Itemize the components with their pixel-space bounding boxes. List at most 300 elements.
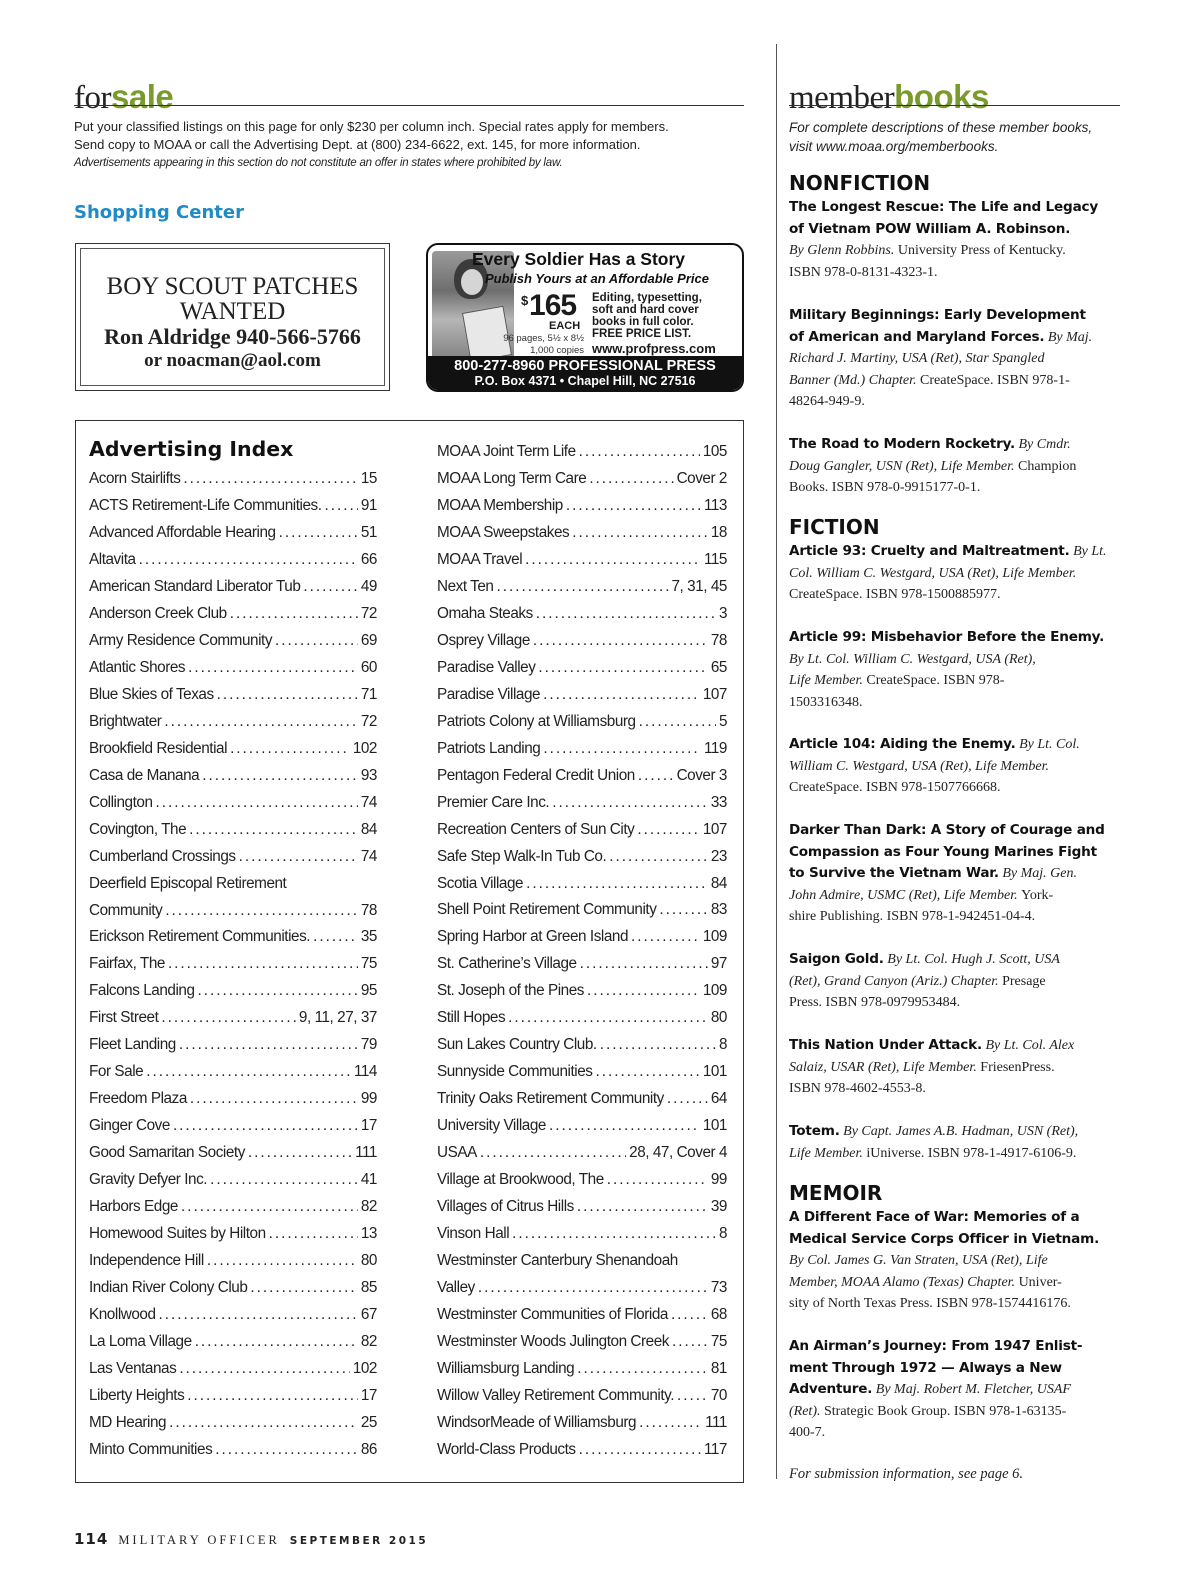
index-entry [437, 520, 727, 547]
soldier-ad-website: www.profpress.com [592, 341, 716, 356]
index-entry-page: 78 [710, 631, 727, 649]
index-entry [437, 547, 727, 574]
index-entry-page: 119 [703, 739, 727, 757]
photo-face [461, 269, 483, 295]
index-dot-leader [631, 924, 700, 951]
index-entry [89, 1086, 377, 1113]
index-dot-leader [189, 817, 358, 844]
index-entry-page: 85 [360, 1279, 377, 1297]
index-entry-name: Patriots Colony at Williamsburg [437, 712, 636, 730]
book-author: By Maj. Robert M. Fletcher, USAF [872, 1382, 1071, 1398]
index-entry [89, 817, 377, 844]
book-title: Adventure. [789, 1381, 873, 1398]
index-entry [89, 763, 377, 790]
book-entry-line [789, 1057, 1124, 1079]
book-entry-line [789, 348, 1124, 370]
soldier-ad-phone: 800-277-8960 PROFESSIONAL PRESS [454, 358, 716, 374]
index-entry [437, 763, 727, 790]
index-entry-page: 23 [710, 847, 727, 865]
index-entry-page: 75 [710, 1332, 727, 1350]
index-entry-page: 28, 47, Cover 4 [629, 1144, 727, 1162]
index-entry [437, 466, 727, 493]
index-entry-page: 97 [710, 955, 727, 973]
index-entry-page: 65 [710, 658, 727, 676]
index-entry [89, 1167, 377, 1194]
index-entry-page: 75 [360, 955, 377, 973]
index-entry-page: 84 [710, 874, 727, 892]
book-author: Member, MOAA Alamo (Texas) Chapter. [789, 1274, 1019, 1290]
spec-copies: 1,000 copies [530, 345, 584, 356]
index-dot-leader [543, 682, 700, 709]
index-entry [89, 1194, 377, 1221]
index-entry-page: 72 [360, 712, 377, 730]
index-dot-leader [607, 1167, 708, 1194]
index-entry-page: 80 [360, 1252, 377, 1270]
index-dot-leader [325, 493, 358, 520]
book-entry-line [789, 949, 1124, 971]
index-dot-leader [572, 520, 708, 547]
soldier-ad-address: P.O. Box 4371 • Chapel Hill, NC 27516 [474, 374, 696, 388]
index-entry-name: Trinity Oaks Retirement Community [437, 1090, 664, 1108]
index-dot-leader [478, 1275, 708, 1302]
index-entry-name: MOAA Sweepstakes [437, 523, 570, 541]
book-author: By Glenn Robbins. [789, 243, 898, 259]
book-title: The Road to Modern Rocketry. [789, 436, 1015, 452]
index-entry [437, 1194, 727, 1221]
index-entry-page: 99 [710, 1171, 727, 1189]
index-entry [437, 682, 727, 709]
index-dot-leader [497, 574, 669, 601]
index-entry-page: 80 [710, 1009, 727, 1027]
index-entry-name: Homewood Suites by Hilton [89, 1225, 266, 1243]
book-author: By Lt. [1069, 544, 1107, 559]
index-entry-name: St. Joseph of the Pines [437, 982, 584, 1000]
index-dot-leader [577, 1194, 708, 1221]
member-book-entry [789, 1035, 1124, 1100]
index-entry-name: Gravity Defyer Inc. [89, 1171, 208, 1189]
index-dot-leader [165, 898, 358, 925]
magazine-name: MILITARY OFFICER [118, 1533, 280, 1547]
index-entry [89, 1005, 377, 1032]
index-entry [89, 574, 377, 601]
index-entry [89, 493, 377, 520]
member-books-intro [789, 118, 1092, 156]
index-entry-page: 64 [710, 1090, 727, 1108]
book-title: Article 104: Aiding the Enemy. [789, 736, 1016, 752]
index-entry-page: 41 [360, 1171, 377, 1189]
index-dot-leader [549, 1113, 700, 1140]
index-entry-name: World-Class Products [437, 1440, 576, 1458]
soldier-ad-price [529, 289, 576, 323]
index-entry-name: WindsorMeade of Williamsburg [437, 1413, 637, 1431]
book-title: to Survive the Vietnam War. [789, 865, 999, 882]
book-entry-line [789, 391, 1124, 413]
book-title: Article 99: Misbehavior Before the Enemy. [789, 629, 1105, 645]
book-publisher: York- [1021, 887, 1054, 903]
index-entry [437, 951, 727, 978]
boy-scout-patches-ad [75, 243, 390, 391]
index-dot-leader [207, 1248, 358, 1275]
book-author: William C. Westgard, USA (Ret), Life Member. [789, 758, 1050, 774]
index-entry-name: Recreation Centers of Sun City [437, 820, 635, 838]
book-entry-line: ment Through 1972 — Always a New [789, 1359, 1062, 1376]
index-entry [89, 1275, 377, 1302]
index-entry [437, 601, 727, 628]
index-entry-page: 70 [710, 1386, 727, 1404]
scout-ad-email: or noacman@aol.com [144, 350, 321, 371]
index-dot-leader [187, 1383, 358, 1410]
index-entry-name: Westminster Canterbury Shenandoah [437, 1252, 678, 1270]
index-entry-page: 13 [360, 1225, 377, 1243]
index-entry [437, 897, 727, 924]
index-entry-name: Spring Harbor at Green Island [437, 928, 629, 946]
index-dot-leader [543, 736, 701, 763]
book-entry-line [789, 906, 1124, 928]
issue-date: SEPTEMBER 2015 [289, 1535, 429, 1547]
index-entry [437, 439, 727, 466]
index-entry-name: Fairfax, The [89, 955, 165, 973]
index-entry-page: 82 [360, 1198, 377, 1216]
index-dot-leader [579, 1437, 701, 1464]
for-sale-title-accent: sale [110, 78, 174, 115]
index-entry-name: Erickson Retirement Communities. [89, 928, 311, 946]
for-sale-intro-line2: Send copy to MOAA or call the Advertising Dept. at (800) 234-6622, ext. 145, for more information. [74, 137, 641, 152]
index-dot-leader [600, 1032, 716, 1059]
index-entry-name: Anderson Creek Club [89, 604, 227, 622]
index-entry-page: 111 [355, 1144, 377, 1162]
book-title: Article 93: Cruelty and Maltreatment. [789, 543, 1070, 559]
index-entry-page: Cover 3 [676, 766, 727, 784]
soldier-ad-dollar: $ [521, 293, 529, 308]
index-entry-name: Cumberland Crossings [89, 847, 236, 865]
member-book-entry [789, 820, 1124, 928]
index-entry-page: 35 [360, 928, 377, 946]
book-entry-line: Compassion as Four Young Marines Fight [789, 843, 1097, 860]
index-entry [437, 1005, 727, 1032]
member-books-title [789, 80, 989, 115]
index-entry-name: Williamsburg Landing [437, 1359, 575, 1377]
book-entry-line [789, 1035, 1124, 1057]
index-entry-name: Covington, The [89, 820, 187, 838]
index-entry-name: Altavita [89, 550, 136, 568]
index-entry-name: Minto Communities [89, 1440, 213, 1458]
book-entry-line [789, 327, 1124, 349]
book-title: of American and Maryland Forces. [789, 328, 1045, 345]
index-entry [89, 466, 377, 493]
index-dot-leader [275, 628, 358, 655]
soldier-ad-specs [498, 333, 584, 357]
index-dot-leader [637, 817, 699, 844]
index-entry-name: Omaha Steaks [437, 604, 533, 622]
member-book-entry [789, 1207, 1124, 1315]
index-dot-leader [217, 682, 358, 709]
book-author: John Admire, USMC (Ret), Life Member. [789, 887, 1022, 903]
book-author: Life Member. [789, 673, 867, 689]
member-book-entry [789, 1121, 1124, 1164]
index-entry-name: Scotia Village [437, 874, 524, 892]
price-dollars: 1 [529, 289, 545, 322]
index-dot-leader [609, 844, 708, 871]
book-author: By Capt. James A.B. Hadman, USN (Ret), [839, 1124, 1079, 1139]
index-entry [437, 1275, 727, 1302]
book-publisher: shire Publishing. ISBN 978-1-942451-04-4. [789, 909, 1036, 925]
index-entry [89, 871, 377, 898]
soldier-ad-contact-bar [428, 356, 742, 390]
index-entry-name: Good Samaritan Society [89, 1144, 245, 1162]
index-entry-page: 91 [360, 496, 377, 514]
index-entry [437, 1113, 727, 1140]
price-cents: 65 [544, 289, 577, 322]
index-entry-name: MOAA Travel [437, 550, 523, 568]
book-publisher: CreateSpace. ISBN 978-1- [920, 372, 1070, 388]
index-entry-name: Westminster Woods Julington Creek [437, 1332, 669, 1350]
index-dot-leader [552, 790, 708, 817]
book-author: (Ret). [789, 1403, 824, 1419]
book-publisher: CreateSpace. ISBN 978- [866, 673, 1005, 689]
index-entry-page: 8 [718, 1036, 727, 1054]
book-entry-line [789, 1379, 1124, 1401]
index-entry [89, 978, 377, 1005]
index-dot-leader [202, 763, 358, 790]
index-dot-leader [587, 978, 700, 1005]
index-entry-page: 105 [702, 443, 727, 460]
index-entry-page: 81 [710, 1359, 727, 1377]
index-entry-name: St. Catherine’s Village [437, 955, 577, 973]
nonfiction-heading: NONFICTION [789, 171, 931, 195]
index-entry-page: 71 [360, 685, 377, 703]
soldier-ad-each: EACH [549, 320, 581, 332]
index-entry-page: 3 [718, 604, 727, 622]
index-dot-leader [146, 1059, 351, 1086]
book-entry-line [789, 649, 1124, 671]
index-entry [437, 1140, 727, 1167]
index-dot-leader [190, 1086, 358, 1113]
book-author: By Maj. [1044, 329, 1093, 345]
for-sale-title [74, 80, 173, 115]
index-entry-name: Casa de Manana [89, 766, 200, 784]
index-entry [89, 1383, 377, 1410]
index-dot-leader [179, 1032, 358, 1059]
index-entry-page: 114 [353, 1063, 377, 1081]
index-entry [89, 1113, 377, 1140]
for-sale-intro-line1: Put your classified listings on this page for only $230 per column inch. Special rates apply for members. [74, 119, 669, 134]
index-dot-leader [156, 790, 358, 817]
book-publisher: University Press of Kentucky. [897, 243, 1066, 259]
index-entry-name: MOAA Membership [437, 496, 563, 514]
feature-color: books in full color. [592, 316, 694, 328]
book-author: Col. William C. Westgard, USA (Ret), Life Member. [789, 565, 1077, 581]
book-entry-line: A Different Face of War: Memories of a [789, 1209, 1080, 1225]
book-publisher: Univer- [1018, 1274, 1062, 1290]
index-dot-leader [667, 1086, 708, 1113]
index-dot-leader [577, 1356, 708, 1383]
index-entry [437, 1086, 727, 1113]
index-dot-leader [480, 1140, 626, 1167]
index-dot-leader [210, 1167, 358, 1194]
index-entry-name: Deerfield Episcopal Retirement [89, 874, 287, 892]
index-entry [437, 655, 727, 682]
index-entry-page: 67 [360, 1306, 377, 1324]
index-entry-page: 33 [710, 793, 727, 811]
fiction-heading: FICTION [789, 515, 880, 539]
book-entry-line [789, 734, 1124, 756]
every-soldier-has-a-story-ad [426, 243, 744, 392]
index-dot-leader [139, 547, 358, 574]
index-entry-page: 95 [360, 982, 377, 1000]
feature-cover: soft and hard cover [592, 304, 699, 316]
index-entry-page: 107 [702, 685, 727, 703]
index-dot-leader [169, 1410, 358, 1437]
index-entry-page: 9, 11, 27, 37 [298, 1009, 377, 1027]
book-entry-line [789, 1422, 1124, 1444]
book-author: Doug Gangler, USN (Ret), Life Member. [789, 458, 1019, 474]
index-entry-name: For Sale [89, 1063, 144, 1081]
member-books-rule [789, 105, 1120, 106]
book-title: Totem. [789, 1123, 840, 1139]
index-dot-leader [179, 1356, 350, 1383]
book-publisher: iUniverse. ISBN 978-1-4917-6106-9. [866, 1145, 1077, 1161]
index-entry-name: Liberty Heights [89, 1386, 185, 1404]
index-entry-page: 68 [710, 1306, 727, 1323]
index-entry-page: 73 [710, 1279, 727, 1297]
index-entry-page: 8 [718, 1225, 727, 1243]
book-author: (Ret), Grand Canyon (Ariz.) Chapter. [789, 973, 1003, 989]
index-entry-name: MOAA Joint Term Life [437, 443, 576, 460]
index-entry [89, 1032, 377, 1059]
book-entry-line [789, 456, 1124, 478]
index-entry-page: 109 [702, 928, 727, 946]
index-entry-name: USAA [437, 1144, 477, 1162]
index-dot-leader [508, 1005, 708, 1032]
index-entry-page: 79 [360, 1036, 377, 1054]
book-entry-line: Military Beginnings: Early Development [789, 307, 1086, 323]
index-entry-page: 49 [360, 577, 377, 595]
book-entry-line [789, 1272, 1124, 1294]
index-entry-name: Sun Lakes Country Club. [437, 1036, 597, 1054]
index-dot-leader [672, 1329, 708, 1356]
index-entry-name: Westminster Communities of Florida [437, 1306, 668, 1323]
index-entry [89, 1059, 377, 1086]
page-footer [74, 1530, 428, 1548]
book-author: Banner (Md.) Chapter. [789, 372, 921, 388]
index-entry [437, 1356, 727, 1383]
index-entry [437, 871, 727, 898]
index-entry-name: Next Ten [437, 577, 494, 595]
feature-price-list: FREE PRICE LIST. [592, 328, 692, 340]
book-entry-line [789, 1143, 1124, 1165]
book-author: By Lt. Col. Alex [981, 1038, 1075, 1053]
book-entry-line [789, 240, 1124, 262]
index-dot-leader [589, 466, 673, 493]
index-entry [437, 1383, 727, 1410]
index-dot-leader [168, 951, 358, 978]
soldier-ad-features [592, 292, 702, 340]
member-book-entry [789, 541, 1124, 606]
index-entry [89, 601, 377, 628]
index-entry-page: 86 [360, 1440, 377, 1458]
book-entry-line: The Longest Rescue: The Life and Legacy [789, 199, 1099, 215]
index-entry-page: 66 [360, 550, 377, 568]
index-entry-page: 82 [360, 1333, 377, 1350]
advertising-index-right-column [437, 439, 727, 1464]
index-entry-name: MOAA Long Term Care [437, 469, 587, 487]
member-book-entry [789, 627, 1124, 713]
book-title: of Vietnam POW William A. Robinson. [789, 220, 1071, 237]
index-entry-page: 111 [705, 1413, 727, 1431]
index-entry [89, 1140, 377, 1167]
index-dot-leader [681, 1248, 724, 1275]
index-entry [89, 1356, 377, 1383]
index-entry [437, 1167, 727, 1194]
index-dot-leader [215, 1437, 358, 1464]
index-dot-leader [159, 1302, 358, 1329]
book-author: By Lt. Col. William C. Westgard, USA (Ret), [789, 651, 1036, 667]
index-entry-page: 99 [360, 1090, 377, 1108]
index-dot-leader [248, 1140, 352, 1167]
index-entry-name: Ginger Cove [89, 1117, 170, 1135]
index-entry [89, 655, 377, 682]
index-entry-page: Cover 2 [676, 469, 727, 487]
member-book-entry [789, 197, 1124, 283]
book-author: By Col. James G. Van Straten, USA (Ret), Life [789, 1253, 1048, 1269]
index-dot-leader [526, 871, 708, 898]
index-entry-name: Fleet Landing [89, 1036, 176, 1054]
index-entry-name: ACTS Retirement-Life Communities. [89, 496, 322, 514]
index-entry-page: 7, 31, 45 [671, 577, 727, 595]
index-dot-leader [230, 601, 358, 628]
book-entry-line [789, 584, 1124, 606]
index-entry-name: Villages of Citrus Hills [437, 1198, 574, 1216]
member-books-intro-line2: visit www.moaa.org/memberbooks. [789, 139, 999, 154]
index-entry [437, 1410, 727, 1437]
book-entry-line [789, 262, 1124, 284]
index-entry-page: 102 [352, 1359, 377, 1377]
index-entry-page: 72 [360, 604, 377, 622]
index-entry-name: Still Hopes [437, 1009, 506, 1027]
index-entry-page: 101 [702, 1117, 727, 1135]
index-dot-leader [671, 1302, 708, 1329]
index-entry-page: 69 [360, 631, 377, 649]
index-entry [437, 1302, 727, 1329]
soldier-ad-title: Every Soldier Has a Story [472, 249, 686, 269]
index-dot-leader [639, 1410, 702, 1437]
index-dot-leader [525, 547, 701, 574]
book-entry-line [789, 563, 1124, 585]
index-entry-page: 60 [360, 658, 377, 676]
index-dot-leader [538, 655, 707, 682]
index-entry [437, 574, 727, 601]
book-entry-line [789, 777, 1124, 799]
book-entry-line [789, 219, 1124, 241]
memoir-heading: MEMOIR [789, 1181, 883, 1205]
index-entry [437, 978, 727, 1005]
index-dot-leader [230, 736, 350, 763]
index-entry-page: 101 [702, 1063, 727, 1081]
index-entry-page: 18 [710, 523, 727, 541]
book-entry-line [789, 992, 1124, 1014]
book-publisher: Presage [1002, 973, 1046, 989]
book-title: Saigon Gold. [789, 951, 884, 967]
index-dot-leader [580, 951, 708, 978]
book-entry-line [789, 1078, 1124, 1100]
index-entry-name: Acorn Stairlifts [89, 470, 181, 487]
book-author: Life Member. [789, 1145, 867, 1161]
index-dot-leader [512, 1221, 716, 1248]
index-dot-leader [638, 763, 674, 790]
index-dot-leader [188, 655, 358, 682]
index-entry-name: Falcons Landing [89, 982, 195, 1000]
index-entry-name: Indian River Colony Club [89, 1279, 248, 1297]
